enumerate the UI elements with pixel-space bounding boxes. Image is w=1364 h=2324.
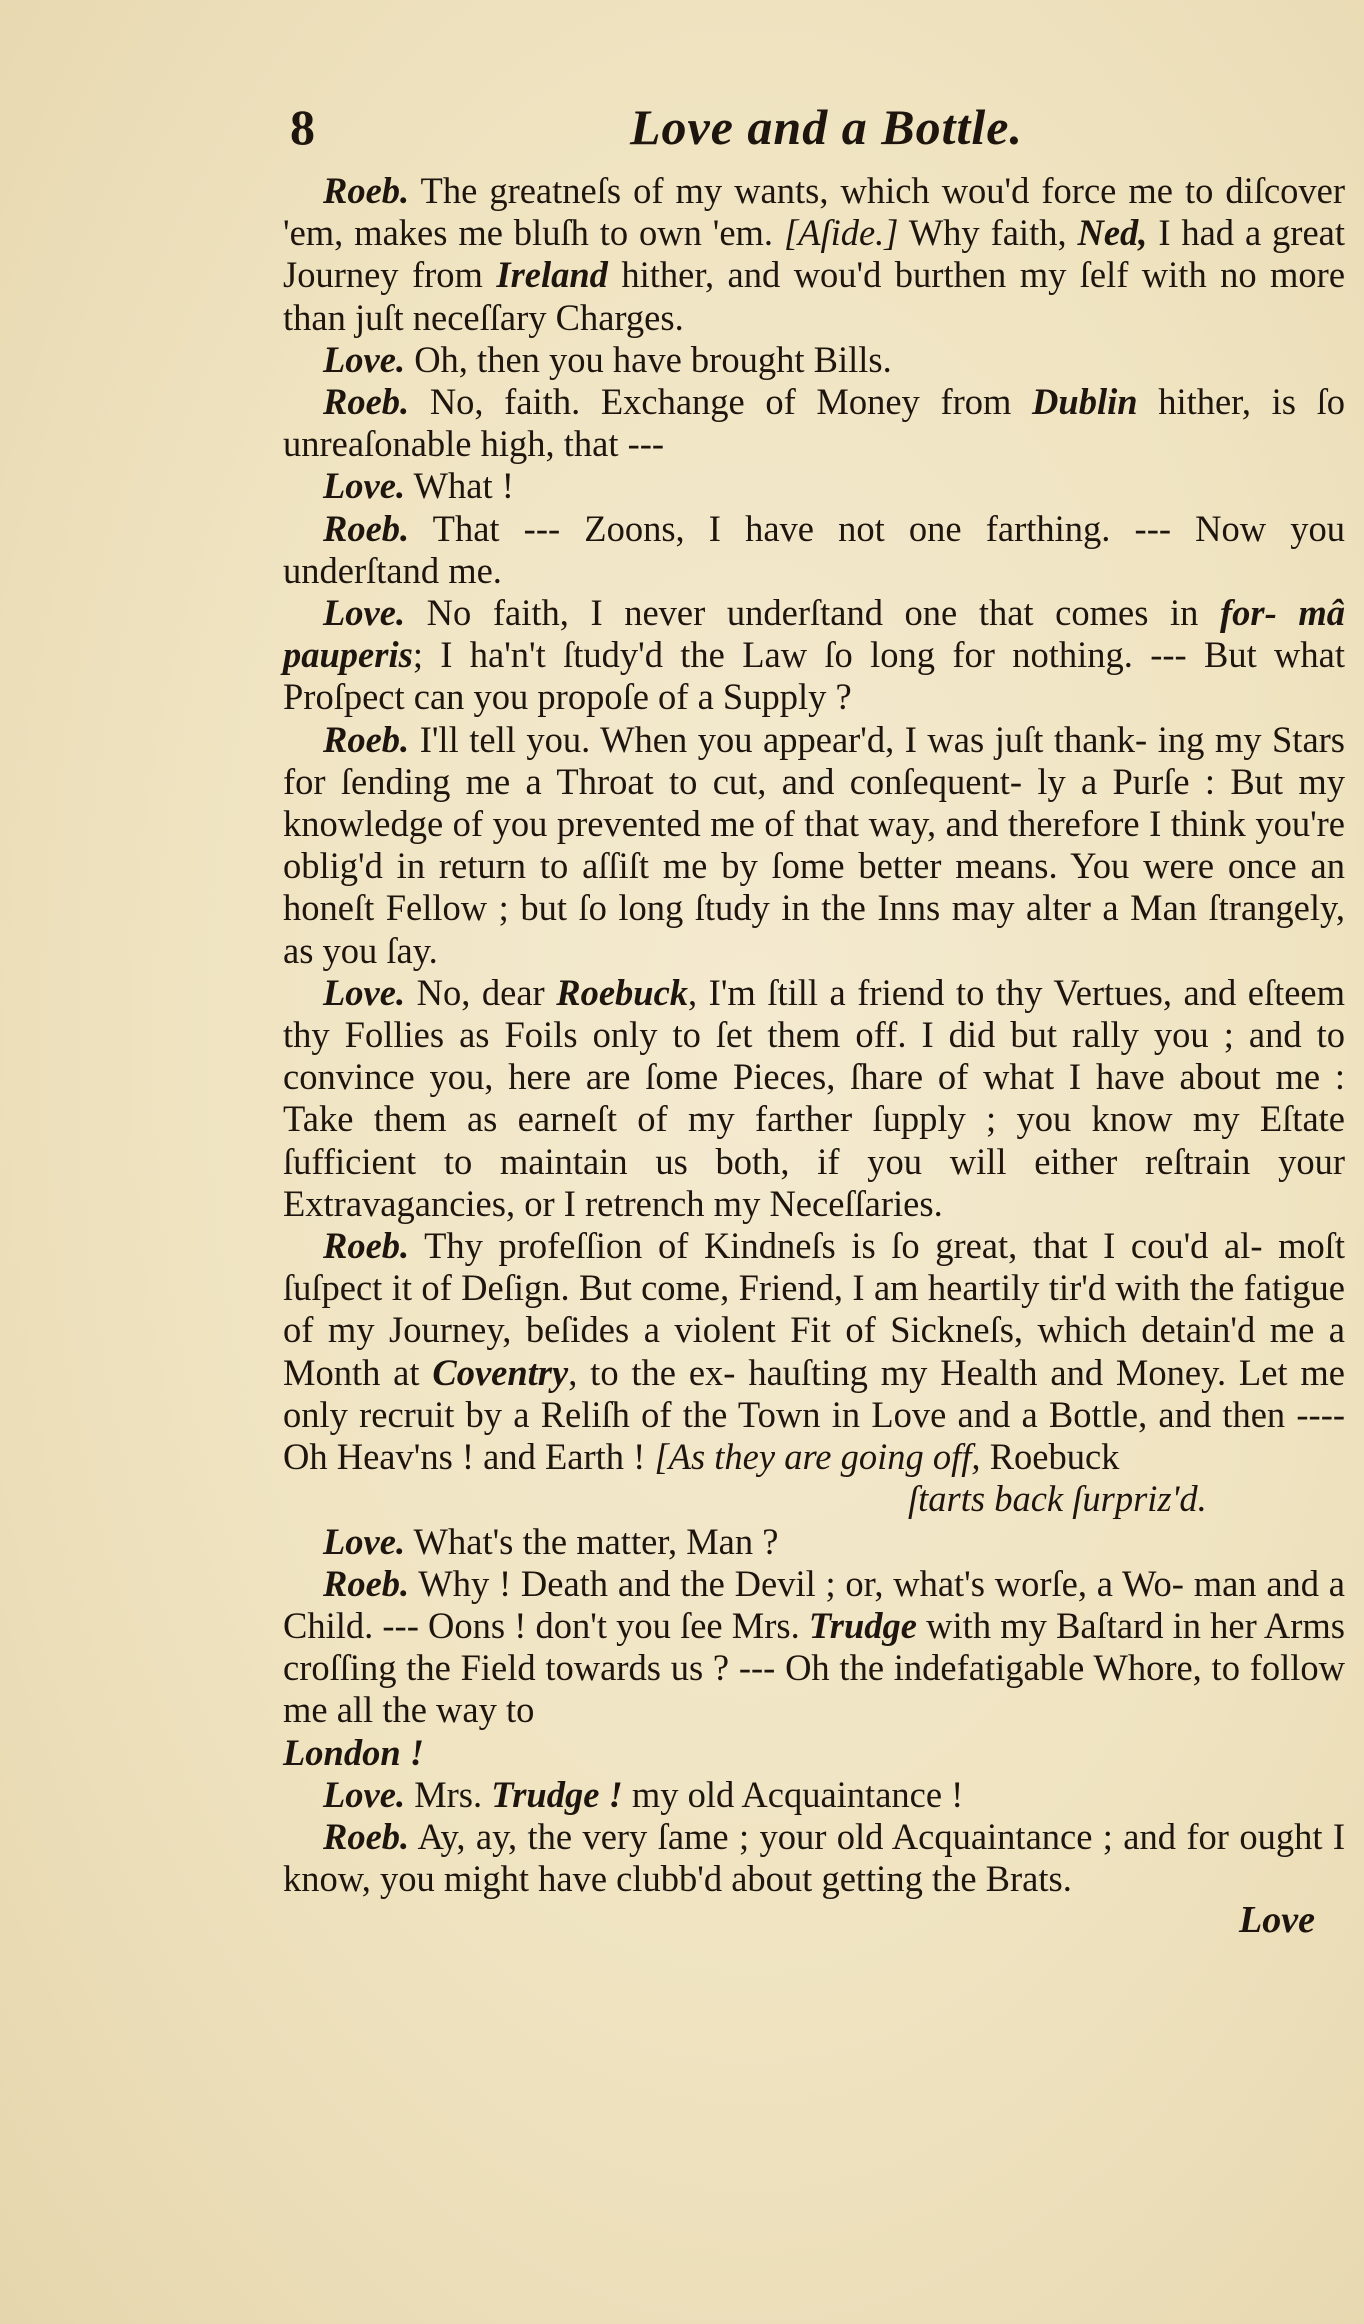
speech-text: Ay, ay, the very ſame ; your old Acquaintance ; and <box>417 1815 1177 1857</box>
speech-text: you ſay. <box>322 929 438 971</box>
speech-paragraph <box>283 1563 1345 1774</box>
speaker-name: Love. <box>323 338 406 380</box>
catchword: Love <box>1239 1899 1315 1942</box>
speech-text: ing my Stars for ſending me a Throat to cut, and conſequent- <box>283 718 1346 802</box>
speech-paragraph <box>283 170 1345 339</box>
speech-text: for ought I know, you might have clubb'd about getting the <box>283 1815 1345 1900</box>
latin-phrase: for- <box>1219 592 1277 634</box>
character-name: Roebuck <box>989 1436 1120 1478</box>
speech-text: with <box>926 1604 992 1646</box>
place-name: Dublin <box>1032 381 1138 423</box>
speaker-name: Roeb. <box>323 1225 410 1267</box>
speech-paragraph <box>283 339 1345 381</box>
speech-text: No, dear <box>416 971 545 1013</box>
page-header <box>290 92 1350 162</box>
speech-text: is ſo unreaſonable high, that --- <box>283 381 1346 465</box>
speech-text: Oh, then you have brought Bills. <box>414 338 892 380</box>
speaker-name: Roeb. <box>323 1815 410 1857</box>
speech-text: No, faith. Exchange of Money from <box>429 381 1012 423</box>
speech-text: What ! <box>413 465 514 507</box>
speech-paragraph <box>283 1816 1345 1900</box>
speaker-name: Love. <box>323 1773 406 1815</box>
speech-text: Reliſh of the Town in Love and a Bottle, and then ---- <box>540 1393 1346 1435</box>
character-name: Roebuck <box>556 971 689 1013</box>
speech-text: Thy profeſſion of Kindneſs is ſo great, that I cou'd al- <box>424 1225 1263 1267</box>
speech-text: --- But what Proſpect can you propoſe of a Supply ? <box>283 634 1345 718</box>
speech-text: I'll tell you. When you appear'd, I was juſt thank- <box>419 718 1148 760</box>
speech-text: That --- Zoons, I have not one farthing. --- Now <box>432 507 1267 549</box>
speech-text: faith, <box>990 212 1067 254</box>
place-name: Ireland <box>496 254 608 296</box>
speech-text: and eſteem thy Follies as Foils only to ſet them off. I did <box>283 971 1346 1056</box>
speaker-name: Love. <box>323 592 406 634</box>
speech-text: Sickneſs, which detain'd me a Month at <box>283 1309 1346 1393</box>
speech-text: but ſo long ſtudy in the Inns may alter a Man ſtrangely, as <box>283 887 1346 971</box>
speech-text: Oh the indefatigable Whore, to follow me all the way to <box>283 1647 1345 1731</box>
speech-text: Why ! Death and the Devil ; or, what's worſe, a Wo- <box>418 1562 1184 1604</box>
running-title: Love and a Bottle. <box>630 99 1023 155</box>
speech-text: Why <box>908 212 980 254</box>
speaker-name: Roeb. <box>323 381 410 423</box>
latin-phrase: mâ pauperis <box>283 592 1345 676</box>
place-name: London ! <box>283 1731 424 1773</box>
speech-text: , I'm ſtill a friend to thy Vertues, <box>688 971 1172 1013</box>
speech-text: , to the ex- <box>568 1351 736 1393</box>
character-name: Trudge <box>808 1604 918 1646</box>
character-name: Ned, <box>1077 212 1148 254</box>
speech-text: us both, if you will either reſtrain your Extravagancies, or I <box>283 1140 1345 1224</box>
speech-text: but rally you ; and to convince you, here are ſome Pieces, <box>283 1014 1345 1098</box>
speech-text: farther ſupply ; you know my Eſtate ſufficient to maintain <box>283 1098 1345 1182</box>
speaker-name: Love. <box>323 971 406 1013</box>
speech-text: way, and therefore I think you're oblig'd in return to aſſiſt me <box>283 803 1346 887</box>
speech-paragraph <box>283 1521 1345 1563</box>
speech-text: Oh Heav'ns ! and Earth ! <box>283 1436 646 1478</box>
speaker-name: Roeb. <box>323 507 410 549</box>
speaker-name: Roeb. <box>323 170 410 211</box>
speech-text: Mrs. <box>414 1773 483 1815</box>
speech-text: diſcover 'em, makes me bluſh to own 'em. <box>283 170 1346 254</box>
speech-text: ly a Purſe : But my knowledge of you prevented me of that <box>283 760 1346 845</box>
speaker-name: Love. <box>323 465 406 507</box>
speech-text: I had a great Journey from <box>283 212 1345 296</box>
speaker-name: Love. <box>323 1520 406 1562</box>
speech-text: my old Acquaintance ! <box>631 1773 964 1815</box>
speech-text: you underſtand me. <box>283 507 1345 591</box>
speech-text: tir'd with the fatigue of my Journey, beſides a violent Fit of <box>283 1267 1345 1351</box>
speech-text: What's the matter, Man ? <box>413 1520 779 1562</box>
speech-paragraph <box>283 719 1345 972</box>
speech-text: No faith, I never underſtand one that comes in <box>426 592 1199 634</box>
speech-text: by ſome better means. You were once an honeſt Fellow ; <box>283 845 1346 929</box>
character-name: Trudge ! <box>491 1773 623 1815</box>
speaker-name: Roeb. <box>323 718 410 760</box>
speech-text: hither, <box>1158 381 1251 423</box>
speech-paragraph <box>283 592 1345 719</box>
speech-paragraph <box>283 1774 1345 1816</box>
speech-paragraph <box>283 508 1345 592</box>
speech-text: hither, and <box>621 254 781 296</box>
speech-paragraph <box>283 972 1345 1225</box>
page-body <box>283 170 1345 1940</box>
speech-text: Brats. <box>985 1858 1072 1900</box>
speech-text: Charges. <box>555 296 684 338</box>
place-name: Coventry <box>432 1351 569 1393</box>
speaker-name: Roeb. <box>323 1562 410 1604</box>
speech-text: retrench my Neceſſaries. <box>585 1182 943 1224</box>
speech-text: ſhare of what I have about me : Take them as earneſt of my <box>283 1056 1345 1140</box>
speech-text: moſt ſuſpect it of Deſign. But come, Friend, I am heartily <box>283 1225 1345 1309</box>
stage-direction: ſtarts back ſurpriz'd. <box>908 1478 1207 1520</box>
speech-paragraph <box>283 1225 1345 1478</box>
speech-paragraph <box>283 381 1345 465</box>
stage-direction: [As they are going off, <box>654 1436 981 1478</box>
speech-text: ; I ha'n't ſtudy'd the Law ſo long for nothing. <box>412 634 1133 676</box>
page-number: 8 <box>290 99 315 155</box>
stage-direction: [Aſide.] <box>783 212 899 254</box>
speech-text: wou'd burthen my ſelf with no more than juſt neceſſary <box>283 254 1346 338</box>
speech-text: man and a Child. --- Oons ! don't you ſee Mrs. <box>283 1562 1345 1646</box>
speech-text: my Baſtard in her Arms croſſing the Field towards us ? --- <box>283 1604 1346 1689</box>
speech-paragraph <box>283 465 1345 507</box>
speech-text: hauſting my Health and Money. Let me only recruit by a <box>283 1351 1346 1435</box>
speech-text: The greatneſs of my wants, which wou'd force me to <box>420 170 1214 211</box>
